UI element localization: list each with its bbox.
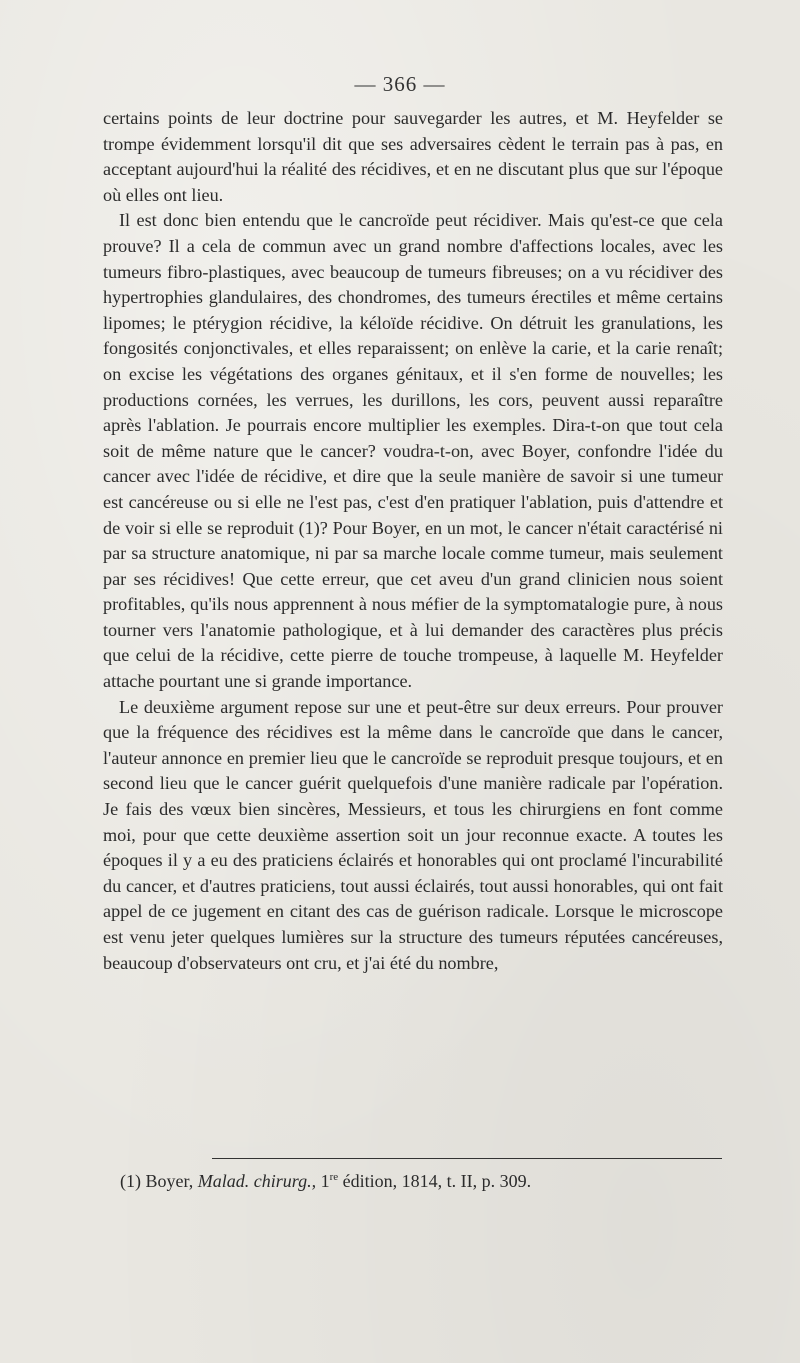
footnote-edition-superscript: re bbox=[329, 1171, 339, 1183]
body-text bbox=[103, 106, 723, 976]
footnote-edition-number: 1 bbox=[320, 1171, 330, 1191]
paragraph-deuxieme-argument: Le deuxième argument repose sur une et peut-être sur deux erreurs. Pour prouver que la fréquence des récidives est la même dans le cancroïde que dans le cancer, l'auteur annonce en premier lieu que le cancroïde se reproduit presque toujours, et en second lieu que le cancer guérit quelquefois d'une manière radicale par l'opération. Je fais des vœux bien sincères, Messieurs, et tous les chirurgiens en font comme moi, pour que cette deuxième assertion soit un jour reconnue exacte. A toutes les époques il y a eu des praticiens éclairés et honorables qui ont proclamé l'incurabilité du cancer, et d'autres praticiens, tout aussi éclairés, tout aussi honorables, qui ont fait appel de ce jugement en citant des cas de guérison radicale. Lorsque le microscope est venu jeter quelques lumières sur la structure des tumeurs réputées cancéreuses, beaucoup d'observateurs ont cru, et j'ai été du nombre, bbox=[103, 696, 723, 973]
paragraph-continuation: certains points de leur doctrine pour sauvegarder les autres, et M. Heyfelder se trompe évidemment lorsqu'il dit que ses adversaires cèdent le terrain pas à pas, en acceptant aujourd'hui la réalité des récidives, et en ne discutant plus que sur l'époque où elles ont lieu. bbox=[103, 108, 723, 205]
paragraph-cancroide-recidive: Il est donc bien entendu que le cancroïde peut récidiver. Mais qu'est-ce que cela prouve? Il a cela de commun avec un grand nombre d'affections locales, avec les tumeurs fibro-plastiques, avec beaucoup de tumeurs fibreuses; on a vu récidiver des hypertrophies glandulaires, des chondromes, des tumeurs érectiles et même certains lipomes; le ptérygion récidive, la kéloïde récidive. On détruit les granulations, les fongosités conjonctivales, et elles reparaissent; on enlève la carie, et la carie renaît; on excise les végétations des organes génitaux, et il s'en forme de nouvelles; les productions cornées, les verrues, les durillons, les cors, peuvent aussi reparaître après l'ablation. Je pourrais encore multiplier les exemples. Dira-t-on que tout cela soit de même nature que le cancer? voudra-t-on, avec Boyer, confondre l'idée du cancer avec l'idée de récidive, et dire que la seule manière de savoir si une tumeur est cancéreuse ou si elle ne l'est pas, c'est d'en pratiquer l'ablation, puis d'attendre et de voir si elle se reproduit (1)? Pour Boyer, en un mot, le cancer n'était caractérisé ni par sa structure anatomique, ni par sa marche locale comme tumeur, mais seulement par ses récidives! Que cette erreur, que cet aveu d'un grand clinicien nous soient profitables, qu'ils nous apprennent à nous méfier de la symptomatalogie pure, à nous tourner vers l'anatomie pathologique, et à lui demander des caractères plus précis que celui de la récidive, cette pierre de touche trompeuse, à laquelle M. Heyfelder attache pourtant une si grande importance. bbox=[103, 210, 723, 692]
footnote bbox=[120, 1168, 720, 1194]
footnote-divider bbox=[212, 1158, 722, 1159]
footnote-title: Malad. chirurg., bbox=[197, 1171, 317, 1191]
footnote-marker: (1) Boyer, bbox=[120, 1171, 194, 1191]
footnote-citation: édition, 1814, t. II, p. 309. bbox=[342, 1171, 532, 1191]
page-number: — 366 — bbox=[354, 72, 446, 96]
